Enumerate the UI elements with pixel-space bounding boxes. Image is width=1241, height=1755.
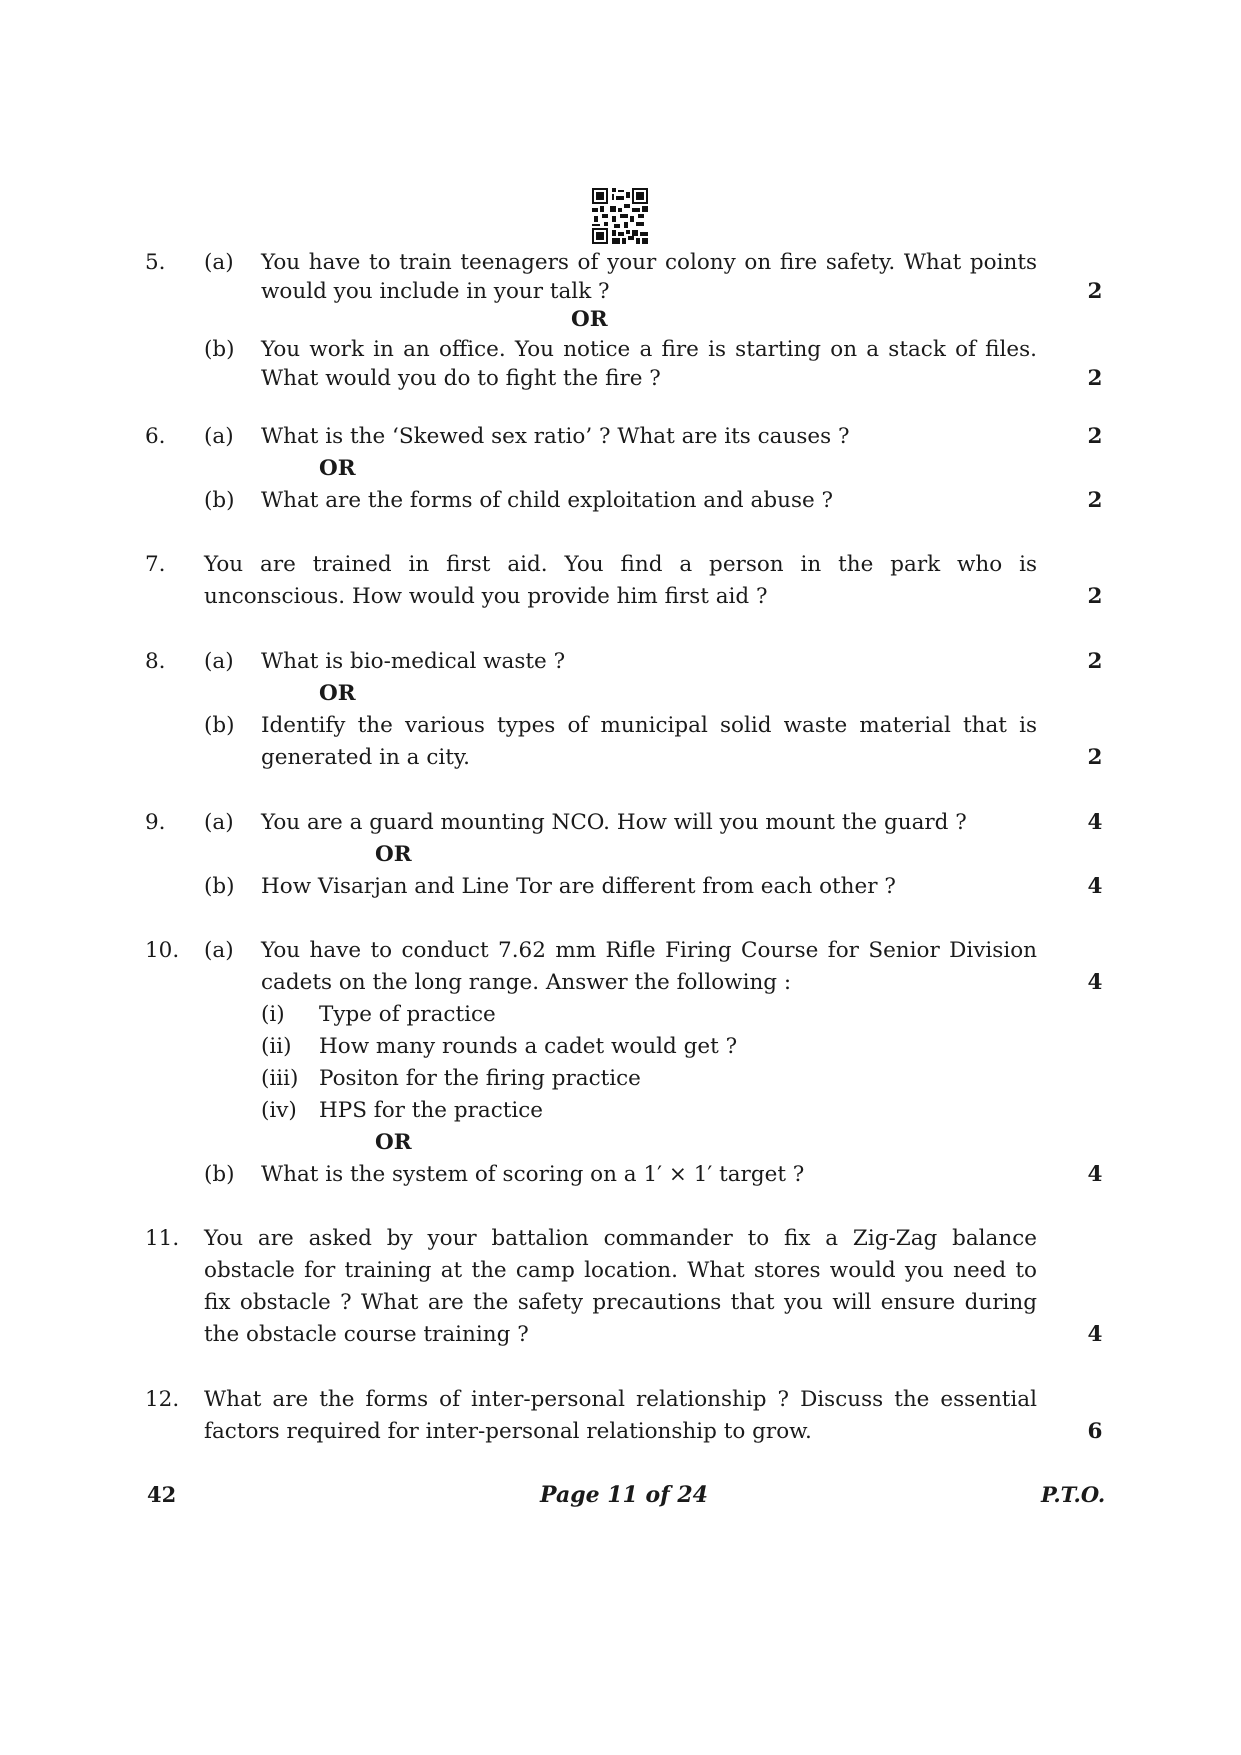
part-label: (b) [204, 1162, 235, 1187]
question-text: unconscious. How would you provide him first aid ? [204, 584, 768, 609]
question-text: What is the ‘Skewed sex ratio’ ? What are its causes ? [261, 424, 850, 449]
or-separator: OR [571, 307, 608, 332]
question-text: You are trained in first aid. You find a person in the park who is [204, 552, 1037, 577]
question-number: 6. [145, 424, 166, 449]
part-label: (b) [204, 713, 235, 738]
question-text: What is bio-medical waste ? [261, 649, 566, 674]
question-text: cadets on the long range. Answer the following : [261, 970, 792, 995]
or-separator: OR [375, 1130, 412, 1155]
question-text: You have to conduct 7.62 mm Rifle Firing Course for Senior Division [261, 938, 1037, 963]
part-label: (a) [204, 424, 234, 449]
marks: 2 [1087, 745, 1103, 770]
part-label: (b) [204, 488, 235, 513]
part-label: (a) [204, 250, 234, 275]
sub-item-label: (ii) [261, 1034, 292, 1059]
question-number: 7. [145, 552, 166, 577]
question-text: You are a guard mounting NCO. How will you mount the guard ? [261, 810, 967, 835]
marks: 2 [1087, 649, 1103, 674]
or-separator: OR [375, 842, 412, 867]
question-number: 11. [145, 1226, 180, 1251]
marks: 4 [1087, 810, 1103, 835]
question-text: factors required for inter-personal relationship to grow. [204, 1419, 812, 1444]
question-number: 8. [145, 649, 166, 674]
question-text: obstacle for training at the camp location. What stores would you need to [204, 1258, 1037, 1283]
sub-item-label: (iv) [261, 1098, 297, 1123]
marks: 4 [1087, 1162, 1103, 1187]
pto-label: P.T.O. [1041, 1482, 1106, 1507]
question-text: You have to train teenagers of your colony on fire safety. What points [261, 250, 1037, 275]
marks: 2 [1087, 424, 1103, 449]
part-label: (b) [204, 337, 235, 362]
part-label: (a) [204, 810, 234, 835]
part-label: (a) [204, 649, 234, 674]
question-text: You work in an office. You notice a fire is starting on a stack of files. [261, 337, 1037, 362]
sub-item-text: How many rounds a cadet would get ? [319, 1034, 738, 1059]
marks: 4 [1087, 874, 1103, 899]
paper-code: 42 [147, 1482, 177, 1507]
marks: 2 [1087, 279, 1103, 304]
sub-item-text: Positon for the firing practice [319, 1066, 641, 1091]
part-label: (b) [204, 874, 235, 899]
or-separator: OR [319, 456, 356, 481]
question-text: You are asked by your battalion commander to fix a Zig-Zag balance [204, 1226, 1037, 1251]
or-separator: OR [319, 681, 356, 706]
question-text: generated in a city. [261, 745, 471, 770]
sub-item-label: (iii) [261, 1066, 299, 1091]
marks: 2 [1087, 366, 1103, 391]
marks: 2 [1087, 488, 1103, 513]
question-text: What are the forms of child exploitation and abuse ? [261, 488, 834, 513]
question-number: 10. [145, 938, 180, 963]
marks: 2 [1087, 584, 1103, 609]
question-text: would you include in your talk ? [261, 279, 610, 304]
sub-item-text: HPS for the practice [319, 1098, 544, 1123]
sub-item-label: (i) [261, 1002, 285, 1027]
marks: 6 [1087, 1419, 1103, 1444]
question-number: 9. [145, 810, 166, 835]
question-text: the obstacle course training ? [204, 1322, 529, 1347]
qr-code [592, 188, 648, 244]
question-number: 12. [145, 1387, 180, 1412]
sub-item-text: Type of practice [319, 1002, 496, 1027]
marks: 4 [1087, 1322, 1103, 1347]
question-text: What is the system of scoring on a 1′ × 1′ target ? [261, 1162, 805, 1187]
question-text: fix obstacle ? What are the safety precautions that you will ensure during [204, 1290, 1037, 1315]
part-label: (a) [204, 938, 234, 963]
question-number: 5. [145, 250, 166, 275]
marks: 4 [1087, 970, 1103, 995]
question-text: What are the forms of inter-personal relationship ? Discuss the essential [204, 1387, 1037, 1412]
question-text: Identify the various types of municipal solid waste material that is [261, 713, 1037, 738]
page-number: Page 11 of 24 [540, 1482, 708, 1508]
question-text: What would you do to fight the fire ? [261, 366, 661, 391]
question-text: How Visarjan and Line Tor are different from each other ? [261, 874, 896, 899]
